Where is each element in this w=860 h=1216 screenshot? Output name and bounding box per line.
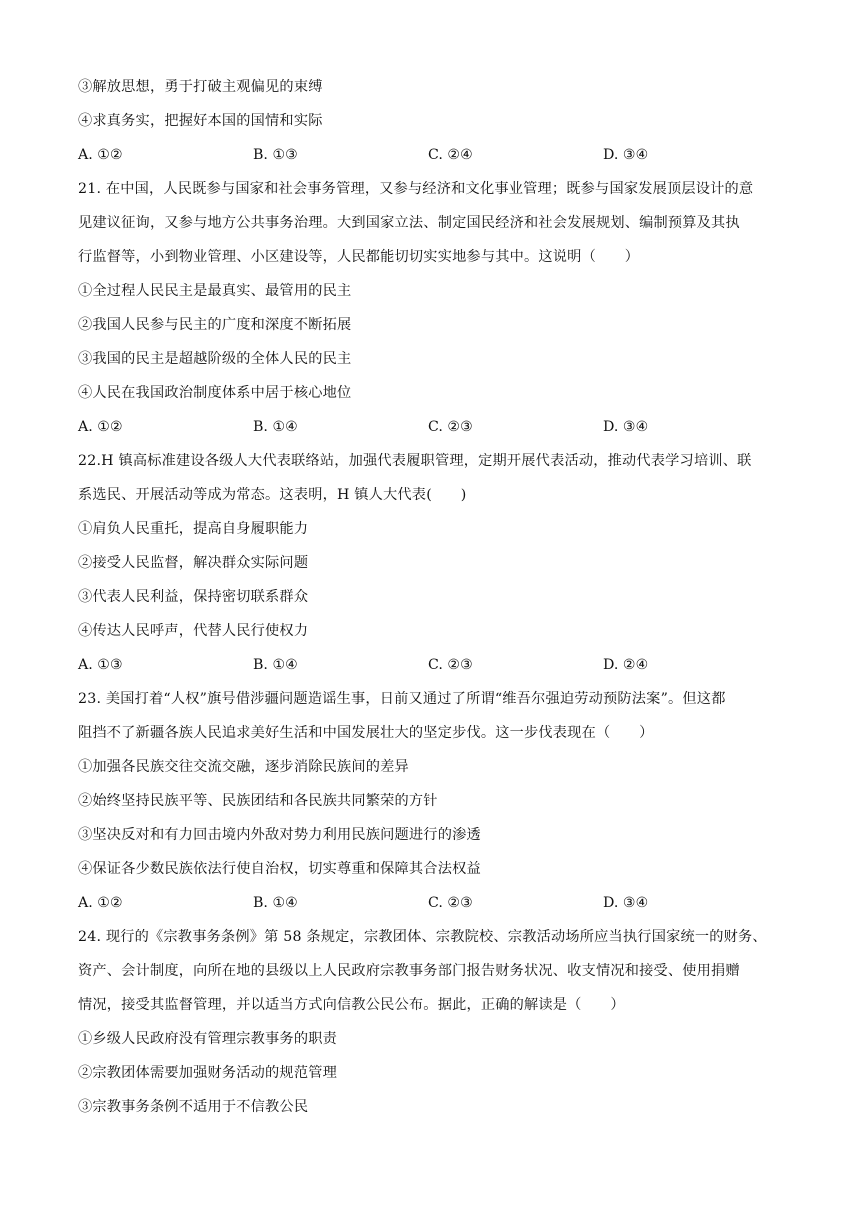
answer-choice[interactable]: D. ③④ [603, 419, 649, 435]
question-text-line: ①加强各民族交往交流交融，逐步消除民族间的差异 [78, 759, 409, 775]
question-text-line: ①肩负人民重托，提高自身履职能力 [78, 521, 309, 537]
question-text-line: 21. 在中国，人民既参与国家和社会事务管理，又参与经济和文化事业管理；既参与国家发展顶层设计的意 [78, 181, 754, 197]
question-text-line: 行监督等，小到物业管理、小区建设等，人民都能切切实实地参与其中。这说明（ ） [78, 249, 640, 265]
question-text-line: ③宗教事务条例不适用于不信教公民 [78, 1099, 309, 1115]
question-block [78, 682, 784, 920]
answer-choice[interactable]: B. ①④ [253, 419, 298, 435]
answer-choice[interactable]: C. ②③ [428, 419, 473, 435]
question-text-line: 系选民、开展活动等成为常态。这表明，H 镇人大代表( ) [78, 487, 467, 503]
question-text-line: 资产、会计制度，向所在地的县级以上人民政府宗教事务部门报告财务状况、收支情况和接受、使用捐赠 [78, 963, 740, 979]
answer-choice[interactable]: B. ①③ [253, 147, 298, 163]
question-text-line: ①乡级人民政府没有管理宗教事务的职责 [78, 1031, 337, 1047]
answer-choices [78, 648, 784, 682]
question-text-line: ②我国人民参与民主的广度和深度不断拓展 [78, 317, 352, 333]
question-text-line: ④传达人民呼声，代替人民行使权力 [78, 623, 309, 639]
question-content [78, 70, 784, 1124]
answer-choice[interactable]: A. ①② [78, 419, 123, 435]
question-text-line: ④人民在我国政治制度体系中居于核心地位 [78, 385, 352, 401]
question-text-line: 23. 美国打着“人权”旗号借涉疆问题造谣生事，日前又通过了所谓“维吾尔强迫劳动预防法案”。但这都 [78, 691, 726, 707]
answer-choice[interactable]: A. ①② [78, 147, 123, 163]
answer-choice[interactable]: B. ①④ [253, 657, 298, 673]
question-text-line: ④求真务实，把握好本国的国情和实际 [78, 113, 323, 129]
answer-choice[interactable]: C. ②④ [428, 147, 473, 163]
question-block [78, 920, 784, 1124]
answer-choices [78, 138, 784, 172]
question-text-line: ②宗教团体需要加强财务活动的规范管理 [78, 1065, 337, 1081]
answer-choice[interactable]: D. ②④ [603, 657, 649, 673]
question-text-line: 22.H 镇高标准建设各级人大代表联络站，加强代表履职管理，定期开展代表活动，推动代表学习培训、联 [78, 453, 752, 469]
question-text-line: 情况，接受其监督管理，并以适当方式向信教公民公布。据此，正确的解读是（ ） [78, 997, 625, 1013]
answer-choice[interactable]: A. ①③ [78, 657, 123, 673]
answer-choice[interactable]: A. ①② [78, 895, 123, 911]
question-block [78, 172, 784, 444]
question-text-line: ③代表人民利益，保持密切联系群众 [78, 589, 309, 605]
question-text-line: ①全过程人民民主是最真实、最管用的民主 [78, 283, 352, 299]
question-block [78, 70, 784, 172]
question-text-line: ②接受人民监督，解决群众实际问题 [78, 555, 309, 571]
answer-choices [78, 886, 784, 920]
answer-choices [78, 410, 784, 444]
answer-choice[interactable]: C. ②③ [428, 657, 473, 673]
question-text-line: ③我国的民主是超越阶级的全体人民的民主 [78, 351, 352, 367]
question-text-line: ③解放思想，勇于打破主观偏见的束缚 [78, 79, 323, 95]
question-text-line: 24. 现行的《宗教事务条例》第 58 条规定，宗教团体、宗教院校、宗教活动场所应当执行国家统一的财务、 [78, 929, 767, 945]
answer-choice[interactable]: D. ③④ [603, 147, 649, 163]
answer-choice[interactable]: C. ②③ [428, 895, 473, 911]
question-text-line: 阻挡不了新疆各族人民追求美好生活和中国发展壮大的坚定步伐。这一步伐表现在（ ） [78, 725, 654, 741]
question-text-line: ④保证各少数民族依法行使自治权，切实尊重和保障其合法权益 [78, 861, 481, 877]
question-block [78, 444, 784, 682]
answer-choice[interactable]: D. ③④ [603, 895, 649, 911]
question-text-line: ②始终坚持民族平等、民族团结和各民族共同繁荣的方针 [78, 793, 438, 809]
answer-choice[interactable]: B. ①④ [253, 895, 298, 911]
question-text-line: ③坚决反对和有力回击境内外敌对势力利用民族问题进行的渗透 [78, 827, 481, 843]
question-text-line: 见建议征询，又参与地方公共事务治理。大到国家立法、制定国民经济和社会发展规划、编制预算及其执 [78, 215, 740, 231]
